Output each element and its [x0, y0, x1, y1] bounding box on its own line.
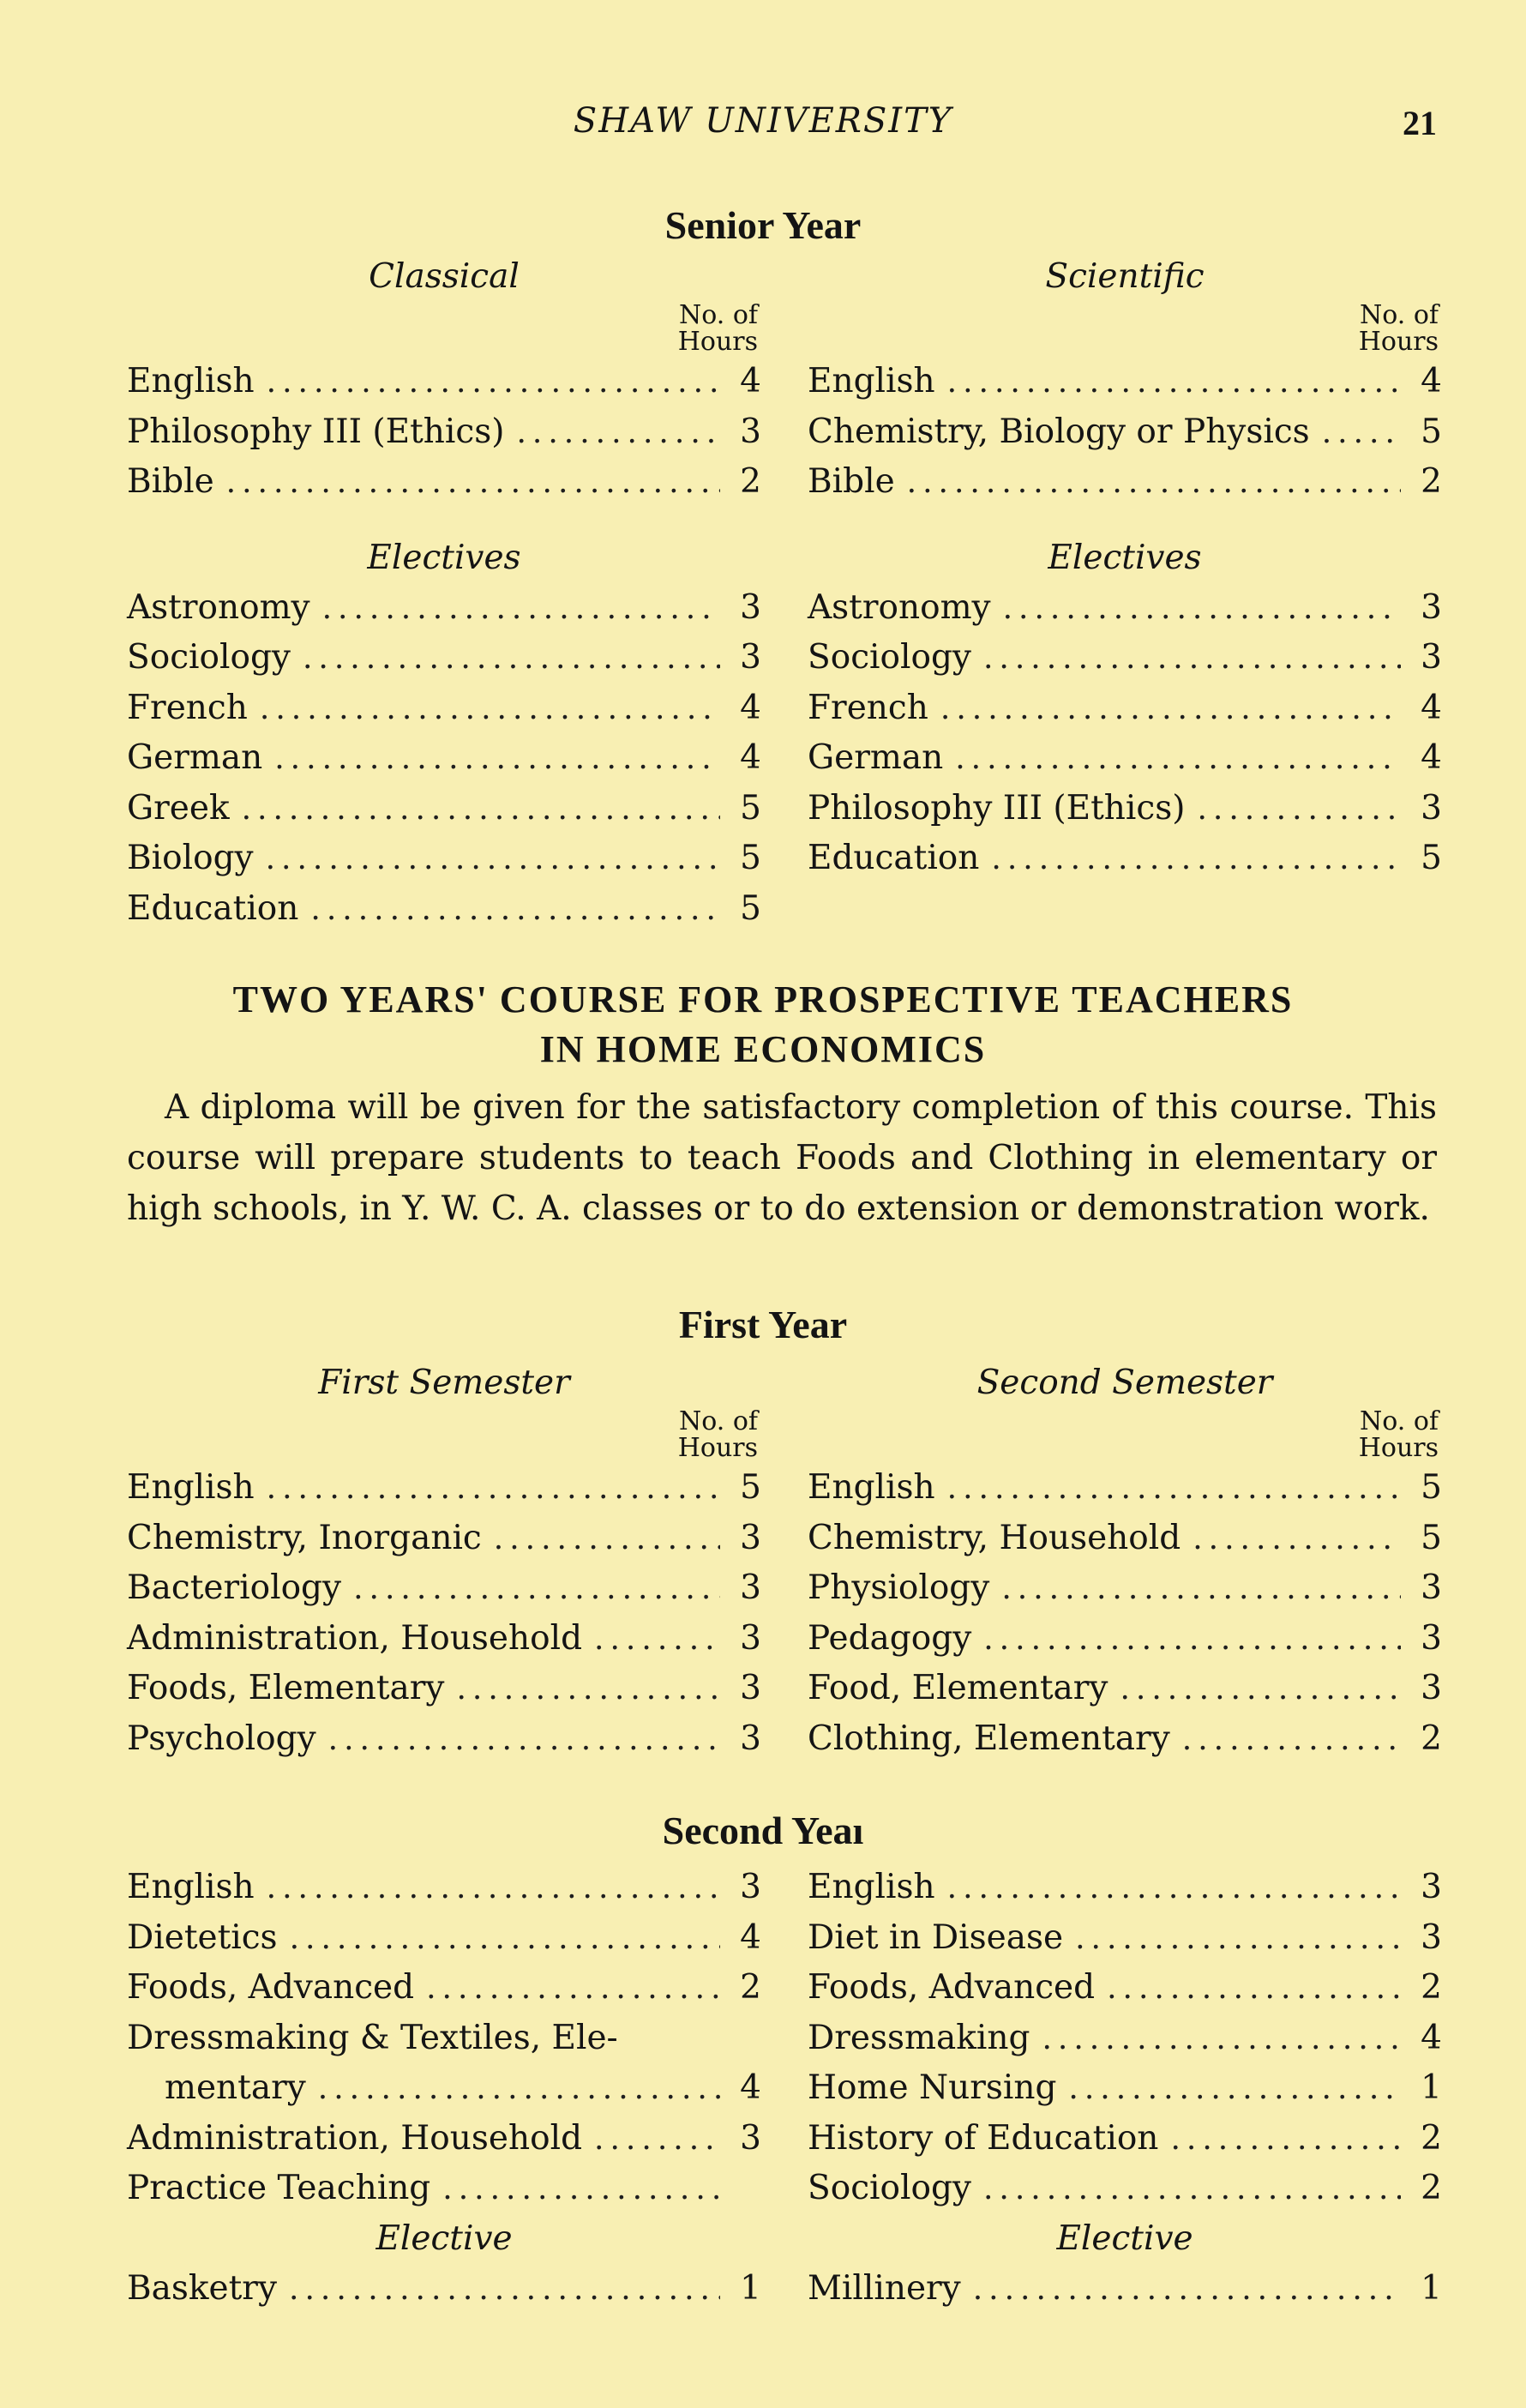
dot-leader	[226, 458, 720, 509]
first-year-title: First Year	[678, 1303, 848, 1346]
course-name: Foods, Advanced	[127, 1968, 415, 2007]
course-row	[127, 1463, 761, 1514]
course-row	[127, 2264, 761, 2315]
dot-leader	[947, 358, 1401, 408]
dot-leader	[322, 584, 720, 635]
course-row	[808, 2114, 1442, 2164]
hours-header-line: No. of	[678, 1406, 758, 1436]
course-hours: 5	[1421, 839, 1442, 877]
dot-leader	[907, 458, 1401, 509]
course-row	[808, 2014, 1442, 2064]
course-name: mentary	[165, 2068, 306, 2107]
hours-header-line: Hours	[677, 1433, 758, 1463]
course-row	[808, 1614, 1442, 1665]
course-row	[808, 683, 1442, 734]
dot-leader	[594, 1615, 720, 1665]
dot-leader	[260, 684, 720, 735]
course-name: Diet in Disease	[808, 1917, 1064, 1957]
running-title: SHAW UNIVERSITY	[573, 101, 953, 141]
dot-leader	[940, 684, 1401, 735]
dot-leader	[947, 1863, 1401, 1914]
dot-leader	[1075, 1914, 1401, 1965]
course-name: Physiology	[808, 1568, 990, 1607]
dot-leader	[1003, 584, 1401, 635]
course-hours: 3	[1421, 1917, 1442, 1957]
course-row	[808, 407, 1442, 458]
course-name: Administration, Household	[127, 1618, 583, 1658]
hours-header-line: No. of	[1359, 1406, 1439, 1436]
hours-header	[127, 1408, 761, 1463]
course-hours: 3	[1421, 1568, 1442, 1607]
course-row	[127, 2114, 761, 2164]
course-name: English	[127, 362, 255, 400]
course-name: Greek	[127, 788, 230, 828]
dot-leader	[289, 2265, 720, 2315]
course-hours: 4	[740, 688, 761, 727]
course-row	[127, 583, 761, 634]
course-hours: 5	[740, 788, 761, 828]
course-row	[808, 834, 1442, 884]
course-name: Sociology	[808, 638, 971, 677]
course-hours: 4	[1421, 688, 1442, 727]
hours-header-line: No. of	[1359, 300, 1439, 330]
course-hours: 4	[740, 2068, 761, 2107]
course-list	[808, 1463, 1442, 1764]
course-name: Philosophy III (Ethics)	[127, 412, 505, 451]
dot-leader	[1120, 1665, 1401, 1715]
course-row	[808, 1863, 1442, 1913]
course-row	[808, 583, 1442, 634]
course-row	[127, 1863, 761, 1913]
hours-header	[808, 1408, 1442, 1463]
course-hours: 2	[1421, 2169, 1442, 2207]
course-row	[127, 407, 761, 458]
course-name: Dressmaking	[808, 2018, 1030, 2057]
dot-leader	[1322, 408, 1401, 459]
course-row	[808, 357, 1442, 407]
course-row	[127, 1563, 761, 1614]
course-row	[127, 1614, 761, 1665]
course-row	[808, 2063, 1442, 2114]
second-year-left-column	[127, 1863, 761, 2314]
electives-list	[127, 2264, 761, 2315]
dot-leader	[955, 734, 1401, 785]
dot-leader	[267, 1863, 720, 1914]
page-number: 21	[1403, 104, 1437, 142]
course-name: French	[127, 688, 248, 727]
first-semester-column	[127, 1358, 761, 1764]
heading-line: IN HOME ECONOMICS	[539, 1028, 987, 1070]
second-year-title: Second Yeaı	[662, 1809, 864, 1852]
course-row	[127, 2014, 761, 2064]
course-row	[127, 733, 761, 784]
course-name: Bible	[808, 462, 895, 501]
course-name: Pedagogy	[808, 1618, 972, 1658]
course-name: Sociology	[808, 2169, 971, 2207]
course-name: German	[127, 738, 263, 777]
dot-leader	[983, 2164, 1401, 2215]
hours-header-line: Hours	[677, 327, 758, 357]
elective-subhead: Elective	[1056, 2218, 1193, 2258]
dot-leader	[456, 1665, 720, 1715]
course-name: Foods, Advanced	[808, 1968, 1096, 2007]
course-hours: 2	[740, 1968, 761, 2007]
course-hours: 3	[740, 1618, 761, 1658]
dot-leader	[973, 2265, 1401, 2315]
course-hours: 4	[740, 1917, 761, 1957]
course-name: Bible	[127, 462, 214, 501]
course-hours: 4	[1421, 2018, 1442, 2057]
classical-column	[127, 252, 761, 934]
course-hours: 2	[1421, 1719, 1442, 1758]
course-name: Bacteriology	[127, 1568, 342, 1607]
course-name: Practice Teaching	[127, 2169, 431, 2207]
course-hours: 2	[1421, 1968, 1442, 2007]
course-row	[127, 2164, 761, 2214]
second-year-right-column	[808, 1863, 1442, 2314]
course-hours: 5	[1421, 1468, 1442, 1507]
course-row	[127, 2063, 761, 2114]
hours-header	[127, 302, 761, 357]
course-name: English	[127, 1468, 255, 1507]
hours-header-line: No. of	[678, 300, 758, 330]
course-name: Chemistry, Household	[808, 1518, 1181, 1557]
course-hours: 4	[740, 738, 761, 777]
dot-leader	[1170, 2115, 1401, 2165]
hours-header-line: Hours	[1358, 327, 1439, 357]
dot-leader	[516, 408, 720, 459]
electives-subhead: Electives	[367, 538, 521, 577]
dot-leader	[947, 1464, 1401, 1514]
hours-header-line: Hours	[1358, 1433, 1439, 1463]
course-hours: 3	[1421, 1669, 1442, 1707]
dot-leader	[1182, 1715, 1401, 1766]
course-name: French	[808, 688, 928, 727]
second-semester-subhead: Second Semester	[976, 1364, 1273, 1402]
dot-leader	[426, 1964, 720, 2014]
home-economics-heading	[0, 975, 1526, 1075]
course-row	[127, 1963, 761, 2014]
course-row	[808, 2164, 1442, 2214]
description-text: A diploma will be given for the satisfactory completion of this course. This course will prepare students to teach Foods and Clothing in elementary or high schools, in Y. W. C. A. classes or to do extension or demonstration work.	[127, 1088, 1437, 1228]
course-hours: 5	[1421, 1518, 1442, 1557]
course-name: Psychology	[127, 1719, 316, 1758]
course-row	[127, 1714, 761, 1765]
elective-subhead: Elective	[375, 2218, 513, 2258]
dot-leader	[267, 358, 720, 408]
second-semester-column	[808, 1358, 1442, 1764]
course-hours: 5	[740, 1468, 761, 1507]
dot-leader	[983, 1615, 1401, 1665]
course-hours: 3	[740, 2118, 761, 2158]
course-name: Philosophy III (Ethics)	[808, 788, 1186, 828]
dot-leader	[594, 2115, 720, 2165]
course-row	[808, 457, 1442, 508]
course-hours: 3	[740, 638, 761, 677]
course-name: Administration, Household	[127, 2118, 583, 2158]
course-row	[808, 633, 1442, 683]
course-hours: 1	[740, 2268, 761, 2308]
course-hours: 3	[1421, 638, 1442, 677]
course-list	[127, 1463, 761, 1764]
dot-leader	[494, 1514, 720, 1565]
course-hours: 3	[740, 1719, 761, 1758]
course-list	[808, 1863, 1442, 2214]
heading-line: TWO YEARS' COURSE FOR PROSPECTIVE TEACHERS	[232, 978, 1294, 1020]
course-name: Dietetics	[127, 1917, 278, 1957]
electives-list	[808, 2264, 1442, 2315]
dot-leader	[267, 1464, 720, 1514]
dot-leader	[1107, 1964, 1401, 2014]
course-row	[808, 2264, 1442, 2315]
course-hours: 4	[1421, 738, 1442, 777]
dot-leader	[242, 785, 720, 835]
course-name: Astronomy	[127, 587, 310, 627]
course-name: English	[127, 1868, 255, 1906]
dot-leader	[266, 834, 720, 885]
scientific-subhead: Scientific	[1045, 257, 1205, 296]
course-row	[808, 733, 1442, 784]
course-name: Home Nursing	[808, 2068, 1057, 2107]
dot-leader	[991, 834, 1401, 885]
course-row	[127, 357, 761, 407]
course-name: Astronomy	[808, 587, 991, 627]
dot-leader	[274, 734, 720, 785]
course-hours: 5	[740, 839, 761, 877]
dot-leader	[1193, 1514, 1401, 1565]
course-hours: 2	[1421, 2118, 1442, 2158]
course-row	[127, 834, 761, 884]
course-name: Millinery	[808, 2268, 961, 2308]
dot-leader	[303, 634, 720, 684]
dot-leader	[1197, 785, 1401, 835]
course-list	[127, 357, 761, 508]
course-hours: 3	[740, 1568, 761, 1607]
course-row	[808, 1714, 1442, 1765]
course-hours: 2	[1421, 462, 1442, 501]
electives-list	[127, 583, 761, 935]
course-row	[127, 1664, 761, 1714]
course-list	[808, 357, 1442, 508]
course-name: Education	[808, 839, 980, 877]
course-name: English	[808, 362, 935, 400]
course-row	[808, 1913, 1442, 1964]
course-hours: 3	[740, 1868, 761, 1906]
running-head	[0, 101, 1526, 144]
course-hours: 4	[1421, 362, 1442, 400]
dot-leader	[442, 2164, 720, 2215]
course-row	[127, 784, 761, 834]
course-hours: 3	[1421, 1618, 1442, 1658]
course-hours: 1	[1421, 2268, 1442, 2308]
course-hours: 2	[740, 462, 761, 501]
course-hours: 3	[1421, 587, 1442, 627]
electives-list	[808, 583, 1442, 884]
course-row	[127, 683, 761, 734]
course-hours: 3	[1421, 788, 1442, 828]
dot-leader	[353, 1564, 720, 1615]
course-hours: 1	[1421, 2068, 1442, 2107]
course-row	[127, 457, 761, 508]
course-row	[808, 1514, 1442, 1564]
dot-leader	[983, 634, 1401, 684]
dot-leader	[1042, 2014, 1401, 2065]
course-hours: 5	[1421, 412, 1442, 451]
dot-leader	[1068, 2064, 1401, 2115]
course-hours: 5	[740, 888, 761, 928]
electives-subhead: Electives	[1048, 538, 1202, 577]
course-row	[808, 1664, 1442, 1714]
course-row	[127, 1514, 761, 1564]
dot-leader	[1001, 1564, 1401, 1615]
course-hours: 3	[740, 587, 761, 627]
dot-leader	[328, 1715, 720, 1766]
course-name: History of Education	[808, 2118, 1159, 2158]
home-economics-description	[127, 1082, 1437, 1234]
course-name: Basketry	[127, 2268, 277, 2308]
course-hours: 3	[740, 412, 761, 451]
course-hours: 3	[740, 1669, 761, 1707]
course-row	[808, 784, 1442, 834]
course-name: Chemistry, Biology or Physics	[808, 412, 1310, 451]
course-name: Dressmaking & Textiles, Ele-	[127, 2018, 618, 2057]
scientific-column	[808, 252, 1442, 884]
course-name: Foods, Elementary	[127, 1669, 445, 1707]
hours-header	[808, 302, 1442, 357]
dot-leader	[290, 1914, 720, 1965]
course-name: English	[808, 1868, 935, 1906]
course-row	[127, 1913, 761, 1964]
course-row	[808, 1563, 1442, 1614]
classical-subhead: Classical	[369, 257, 520, 296]
course-name: Chemistry, Inorganic	[127, 1518, 482, 1557]
course-name: German	[808, 738, 944, 777]
course-row	[127, 884, 761, 935]
course-hours: 3	[740, 1518, 761, 1557]
course-row	[808, 1963, 1442, 2014]
course-name: Food, Elementary	[808, 1669, 1108, 1707]
course-name: Sociology	[127, 638, 291, 677]
course-hours: 4	[740, 362, 761, 400]
course-name: English	[808, 1468, 935, 1507]
course-row	[808, 1463, 1442, 1514]
dot-leader	[310, 885, 720, 936]
course-hours: 3	[1421, 1868, 1442, 1906]
dot-leader	[318, 2064, 720, 2115]
course-row	[127, 633, 761, 683]
first-semester-subhead: First Semester	[318, 1364, 570, 1402]
course-list	[127, 1863, 761, 2214]
course-name: Biology	[127, 839, 254, 877]
course-name: Clothing, Elementary	[808, 1719, 1170, 1758]
course-name: Education	[127, 888, 299, 928]
senior-year-title: Senior Year	[664, 203, 862, 247]
